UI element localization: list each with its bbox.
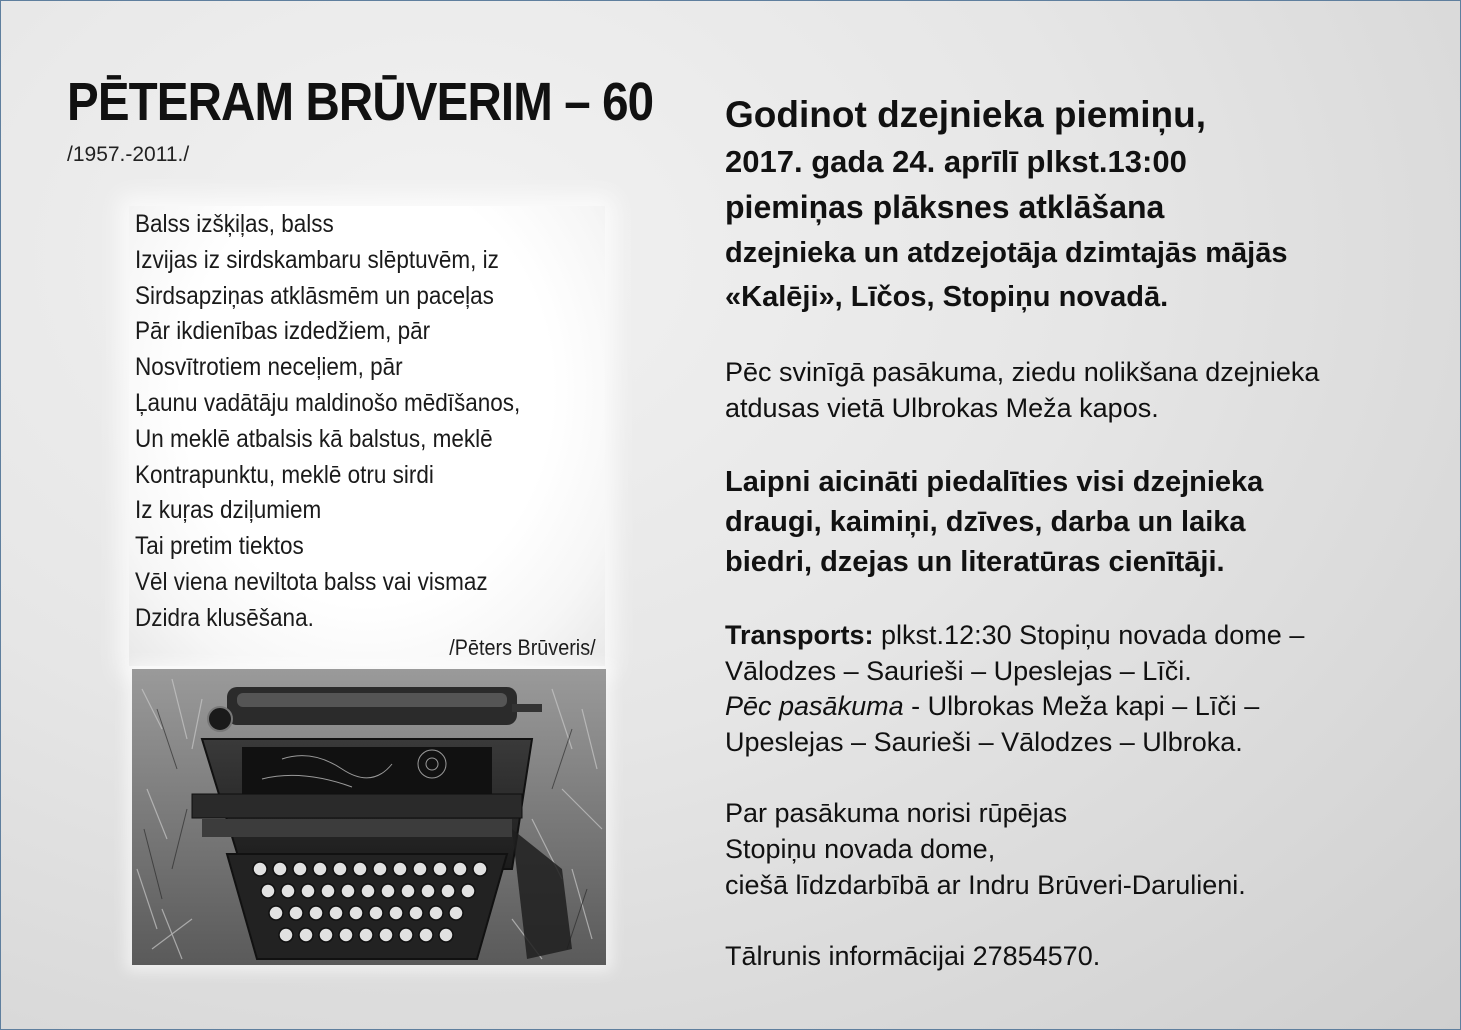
invite-line-2: draugi, kaimiņi, dzīves, darba un laika [725,506,1246,538]
poem-line: Nosvītrotiem neceļiem, pār [135,353,403,382]
organizer-line-3: ciešā līdzdarbībā ar Indru Brūveri-Darulieni. [725,870,1246,900]
poem-line: Kontrapunktu, meklē otru sirdi [135,460,434,489]
return-label: Pēc pasākuma [725,691,904,721]
return-line-2: Upeslejas – Saurieši – Vālodzes – Ulbroka. [725,727,1243,757]
invite-line-1: Laipni aicināti piedalīties visi dzejnieka [725,466,1264,498]
event-date: 2017. gada 24. aprīlī plkst.13:00 [725,144,1187,179]
event-title: piemiņas plāksnes atklāšana [725,189,1165,225]
return-text: - Ulbrokas Meža kapi – Līči – [903,691,1260,721]
invite-line-3: biedri, dzejas un literatūras cienītāji. [725,546,1225,578]
transport-line-1 [725,620,1304,651]
transport-text: plkst.12:30 Stopiņu novada dome – [873,620,1305,650]
transport-label: Transports: [725,620,874,650]
after-line-1: Pēc svinīgā pasākuma, ziedu nolikšana dzejnieka [725,357,1320,387]
phone-info: Tālrunis informācijai 27854570. [725,941,1101,971]
organizer-line-1: Par pasākuma norisi rūpējas [725,798,1068,828]
poem-line: Izvijas iz sirdskambaru slēptuvēm, iz [135,245,499,274]
poster-title: PĒTERAM BRŪVERIM – 60 [67,72,654,132]
poem-line: Un meklē atbalsis kā balstus, meklē [135,424,493,453]
return-line-1 [725,691,1259,722]
poem-author: /Pēters Brūveris/ [449,635,596,660]
organizer-line-2: Stopiņu novada dome, [725,834,996,864]
poem-line: Dzidra klusēšana. [135,603,314,632]
life-years: /1957.-2011./ [67,143,190,166]
place-line-2: «Kalēji», Līčos, Stopiņu novadā. [725,281,1169,313]
poem-line: Balss izšķiļas, balss [135,210,334,238]
poem-line: Tai pretim tiektos [135,532,304,561]
transport-line-2: Vālodzes – Saurieši – Upeslejas – Līči. [725,656,1192,686]
poem-line: Vēl viena neviltota balss vai vismaz [135,567,488,596]
poem-line: Ļaunu vadātāju maldinošo mēdīšanos, [135,388,521,417]
poem-line: Iz kuŗas dziļumiem [135,496,322,525]
poem-line: Sirdsapziņas atklāsmēm un paceļas [135,281,494,310]
typewriter-photo [132,669,606,965]
place-line-1: dzejnieka un atdzejotāja dzimtajās mājās [725,237,1288,269]
poem-line: Pār ikdienības izdedžiem, pār [135,317,431,346]
after-line-2: atdusas vietā Ulbrokas Meža kapos. [725,393,1159,423]
poem [135,207,563,637]
headline: Godinot dzejnieka piemiņu, [725,94,1207,135]
